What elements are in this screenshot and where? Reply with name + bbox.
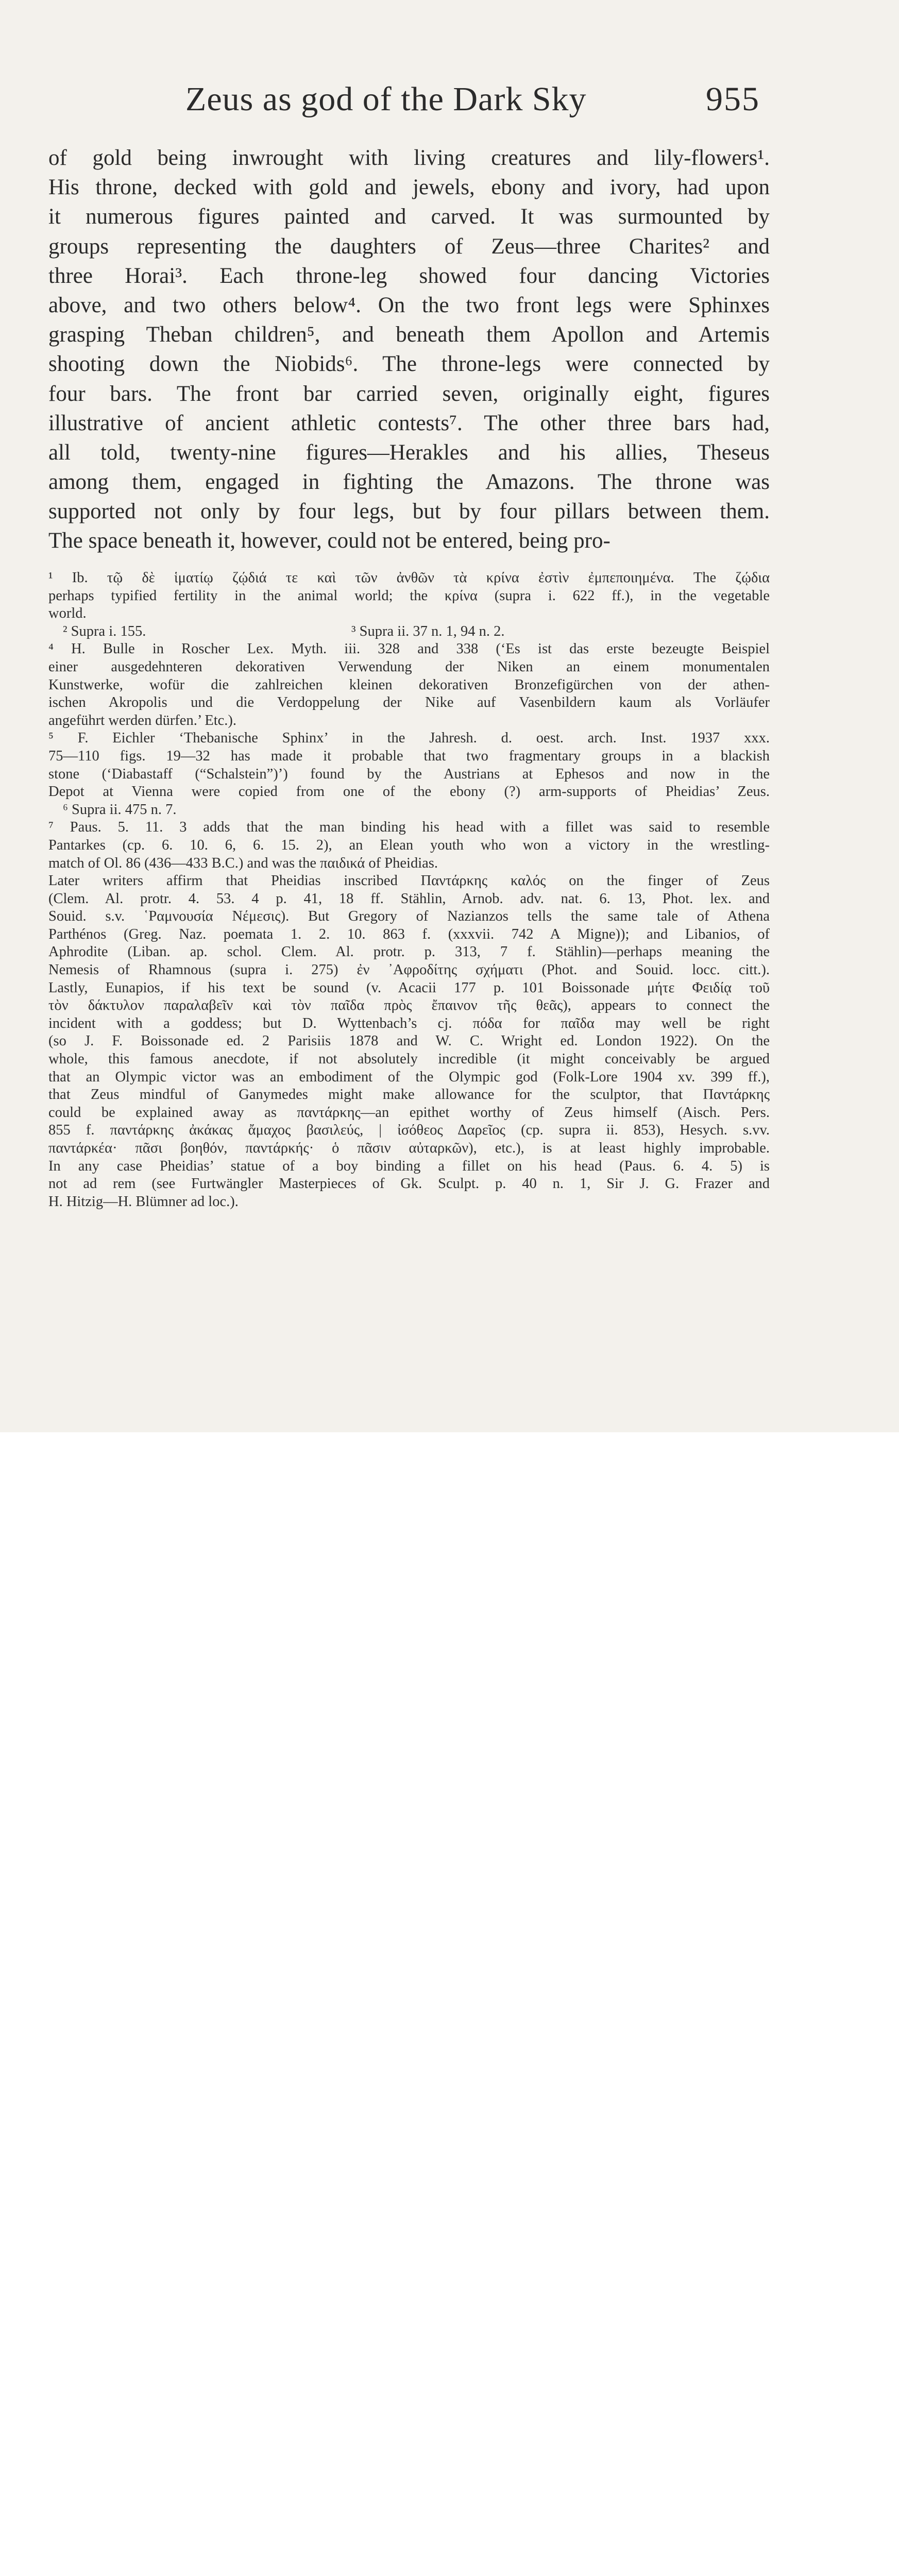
footnote-7-line: In any case Pheidias’ statue of a boy binding a fillet on his head (Paus. 6. 4. 5) is — [48, 1158, 770, 1174]
text-line: all told, twenty-nine figures—Herakles and his allies, Theseus — [48, 440, 770, 465]
footnote-7-line: Pantarkes (cp. 6. 10. 6, 6. 15. 2), an Elean youth who won a victory in the wrestling- — [48, 837, 770, 853]
footnote-4-line: Kunstwerke, wofür die zahlreichen kleinen dekorativen Bronzefigürchen von der athen- — [48, 676, 770, 693]
text-line: supported not only by four legs, but by four pillars between them. — [48, 499, 770, 524]
text-line: His throne, decked with gold and jewels, ebony and ivory, had upon — [48, 175, 770, 200]
footnote-7-line: not ad rem (see Furtwängler Masterpieces of Gk. Sculpt. p. 40 n. 1, Sir J. G. Frazer and — [48, 1176, 770, 1192]
footnote-4-line: ischen Akropolis und die Verdoppelung der Nike auf Vasenbildern kaum als Vorläufer — [48, 694, 770, 711]
footnote-7-line: Aphrodite (Liban. ap. schol. Clem. Al. protr. p. 313, 7 f. Stählin)—perhaps meaning the — [48, 944, 770, 960]
footnote-7-line: incident with a goddess; but D. Wyttenbach’s cj. πόδα for παῖδα may well be right — [48, 1015, 770, 1031]
footnote-5-line: Depot at Vienna were copied from one of the ebony (?) arm-supports of Pheidias’ Zeus. — [48, 784, 770, 800]
footnote-5-line: 75—110 figs. 19—32 has made it probable that two fragmentary groups in a blackish — [48, 748, 770, 764]
text-line: three Horai³. Each throne-leg showed four dancing Victories — [48, 263, 770, 288]
text-line: it numerous figures painted and carved. It was surmounted by — [48, 205, 770, 229]
footnote-1-line: perhaps typified fertility in the animal world; the κρίνα (supra i. 622 ff.), in the vegetable — [48, 587, 770, 604]
footnote-5-line: ⁵ F. Eichler ‘Thebanische Sphinx’ in the Jahresh. d. oest. arch. Inst. 1937 xxx. — [48, 730, 770, 747]
viewer-footer — [0, 1432, 899, 1522]
text-line: illustrative of ancient athletic contests⁷. The other three bars had, — [48, 411, 770, 435]
footnote-2: ² Supra i. 155. — [63, 623, 146, 639]
footnote-1-line: world. — [48, 605, 87, 622]
footnote-7-line: whole, this famous anecdote, if not absolutely incredible (it might conceivably be argued — [48, 1051, 770, 1067]
footnote-7-line: could be explained away as παντάρκης—an epithet worthy of Zeus himself (Aisch. Pers. — [48, 1104, 770, 1121]
text-line: four bars. The front bar carried seven, originally eight, figures — [48, 381, 770, 406]
footnote-7-line: τὸν δάκτυλον παραλαβεῖν καὶ τὸν παῖδα πρὸς ἔπαινον τῆς θεᾶς), appears to connect the — [48, 997, 770, 1014]
footnote-7-line: Lastly, Eunapios, if his text be sound (v. Acacii 177 p. 101 Boissonade μήτε Φειδίᾳ τοῦ — [48, 979, 770, 996]
footnote-7-line: Parthénos (Greg. Naz. poemata 1. 2. 10. 863 f. (xxxvii. 742 A Migne)); and Libanios, of — [48, 926, 770, 942]
footnote-5-line: stone (‘Diabastaff (“Schalstein”)’) found by the Austrians at Ephesos and now in the — [48, 766, 770, 782]
footnote-4-line: angeführt werden dürfen.’ Etc.). — [48, 712, 237, 728]
text-line: groups representing the daughters of Zeus—three Charites² and — [48, 234, 770, 259]
text-line: of gold being inwrought with living creatures and lily-flowers¹. — [48, 146, 770, 170]
footnote-7-line: ⁷ Paus. 5. 11. 3 adds that the man binding his head with a fillet was said to resemble — [48, 819, 770, 836]
footnote-4-line: einer ausgedehnteren dekorativen Verwendung der Niken an einem monumentalen — [48, 658, 770, 675]
footnote-1-line: ¹ Ib. τῷ δὲ ἱματίῳ ζῴδιά τε καὶ τῶν ἀνθῶν τὰ κρίνα ἐστὶν ἐμπεποιημένα. The ζῴδια — [48, 570, 770, 586]
footnote-7-line: (Clem. Al. protr. 4. 53. 4 p. 41, 18 ff. Stählin, Arnob. adv. nat. 6. 13, Phot. lex. and — [48, 890, 770, 907]
footnote-3: ³ Supra ii. 37 n. 1, 94 n. 2. — [351, 623, 505, 639]
footnote-7-line: Later writers affirm that Pheidias inscribed Παντάρκης καλός on the finger of Zeus — [48, 873, 770, 889]
footnote-7-line: παντάρκέα· πᾶσι βοηθόν, παντάρκής· ὁ πᾶσιν αὐταρκῶν), etc.), is at least highly improbable. — [48, 1140, 770, 1156]
text-line: shooting down the Niobids⁶. The throne-legs were connected by — [48, 352, 770, 377]
main-text — [48, 143, 770, 556]
footnote-7-line: match of Ol. 86 (436—433 B.C.) and was the παιδικά of Pheidias. — [48, 855, 438, 871]
page-number: 955 — [706, 80, 760, 118]
running-title: Zeus as god of the Dark Sky — [185, 80, 587, 118]
footnote-7-line: Souid. s.v. ῾Ραμνουσία Νέμεσις). But Gregory of Nazianzos tells the same tale of Athena — [48, 908, 770, 925]
footnote-7-line: Nemesis of Rhamnous (supra i. 275) ἐν ᾽Αφροδίτης σχήματι (Phot. and Souid. locc. citt.). — [48, 962, 770, 978]
footnote-7-line: (so J. F. Boissonade ed. 2 Parisiis 1878 and W. C. Wright ed. London 1922). On the — [48, 1033, 770, 1049]
footnote-6: ⁶ Supra ii. 475 n. 7. — [63, 801, 177, 818]
footnote-7-line: that Zeus mindful of Ganymedes might make allowance for the sculptor, that Παντάρκης — [48, 1087, 770, 1103]
footnotes — [48, 569, 770, 1211]
footnote-7-line: H. Hitzig—H. Blümner ad loc.). — [48, 1193, 239, 1210]
footnote-7-line: that an Olympic victor was an embodiment of the Olympic god (Folk-Lore 1904 xv. 399 ff.), — [48, 1069, 770, 1085]
text-line: above, and two others below⁴. On the two front legs were Sphinxes — [48, 293, 770, 317]
page-header — [0, 80, 899, 121]
text-line: among them, engaged in fighting the Amazons. The throne was — [48, 470, 770, 495]
text-line: The space beneath it, however, could not be entered, being pro- — [48, 529, 610, 553]
text-line: grasping Theban children⁵, and beneath them Apollon and Artemis — [48, 323, 770, 347]
footnote-7-line: 855 f. παντάρκης ἀκάκας ἄμαχος βασιλεύς, | ἰσόθεος Δαρεῖος (cp. supra ii. 853), Hesych. s.vv. — [48, 1122, 770, 1139]
footnotes-2-3 — [48, 623, 770, 641]
footnote-4-line: ⁴ H. Bulle in Roscher Lex. Myth. iii. 328 and 338 (‘Es ist das erste bezeugte Beispiel — [48, 641, 770, 657]
